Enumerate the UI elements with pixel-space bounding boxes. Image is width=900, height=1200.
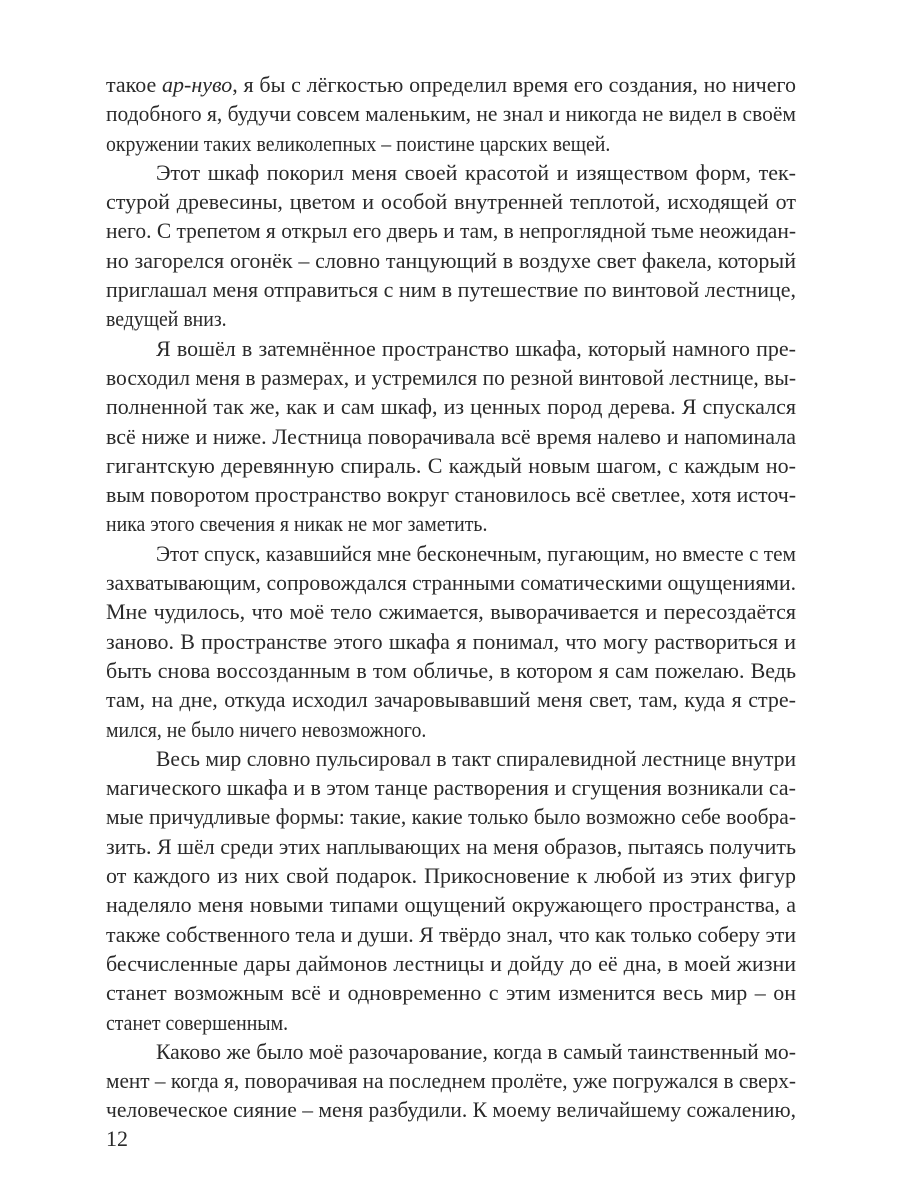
- text-line: [106, 715, 796, 744]
- text-line-content: него. С трепетом я открыл его дверь и там, в непроглядной тьме неожидан-: [106, 218, 796, 244]
- text-line-content: наделяло меня новыми типами ощущений окружающего пространства, а: [106, 892, 796, 918]
- text-line: [106, 773, 796, 802]
- text-line-content: человеческое сияние – меня разбудили. К моему величайшему сожалению,: [106, 1097, 796, 1123]
- text-line-content: гигантскую деревянную спираль. С каждый новым шагом, с каждым но-: [106, 452, 796, 478]
- text-line-content: Этот шкаф покорил меня своей красотой и изяществом форм, тек-: [156, 159, 796, 185]
- text-line-content: ника этого свечения я никак не мог заметить.: [106, 511, 488, 537]
- text-line: [106, 920, 796, 949]
- text-line-content: всё ниже и ниже. Лестница поворачивала всё время налево и напоминала: [106, 423, 796, 449]
- text-line: [106, 656, 796, 685]
- text-line: [106, 949, 796, 978]
- text-line: [106, 685, 796, 714]
- text-line: [106, 1008, 796, 1037]
- text-line-content: мые причудливые формы: такие, какие только было возможно себе вообра-: [106, 804, 796, 830]
- text-line-content: мился, не было ничего невозможного.: [106, 716, 427, 742]
- text-line: [106, 1066, 796, 1095]
- text-segment: такое: [106, 72, 162, 97]
- text-line: [106, 861, 796, 890]
- text-line-content: Я вошёл в затемнённое пространство шкафа, который намного пре-: [156, 335, 796, 361]
- text-line: [106, 627, 796, 656]
- text-line: [106, 392, 796, 421]
- text-line: [106, 451, 796, 480]
- text-line-content: [106, 70, 796, 99]
- text-line-content: захватывающим, сопровождался странными соматическими ощущениями.: [106, 570, 796, 596]
- page-number: 12: [106, 1126, 128, 1151]
- text-line-content: магического шкафа и в этом танце растворения и сгущения возникали са-: [106, 775, 796, 801]
- text-line-content: мент – когда я, поворачивая на последнем пролёте, уже погружался в сверх-: [106, 1068, 796, 1094]
- text-line-content: Весь мир словно пульсировал в такт спиралевидной лестнице внутри: [156, 745, 796, 771]
- text-line: [106, 334, 796, 363]
- text-line: [106, 597, 796, 626]
- text-line: [106, 1037, 796, 1066]
- text-line-content: бесчисленные дары даймонов лестницы и дойду до её дна, в моей жизни: [106, 950, 796, 976]
- text-segment: , я бы с лёгкостью определил время его создания, но ничего: [232, 72, 796, 97]
- text-line: [106, 216, 796, 245]
- text-line-content: Мне чудилось, что моё тело сжимается, выворачивается и пересоздаётся: [106, 599, 796, 625]
- text-line-content: вым поворотом пространство вокруг становилось всё светлее, хотя источ-: [106, 482, 796, 508]
- text-line-content: станет совершенным.: [106, 1009, 289, 1035]
- text-line: [106, 70, 796, 99]
- text-line-content: приглашал меня отправиться с ним в путешествие по винтовой лестнице,: [106, 277, 796, 303]
- text-line-content: полненной так же, как и сам шкаф, из ценных пород дерева. Я спускался: [106, 394, 796, 420]
- text-line-content: от каждого из них свой подарок. Прикосновение к любой из этих фигур: [106, 863, 796, 889]
- text-line-content: зить. Я шёл среди этих наплывающих на меня образов, пытаясь получить: [106, 833, 796, 859]
- text-line: [106, 363, 796, 392]
- text-line-content: Каково же было моё разочарование, когда в самый таинственный мо-: [156, 1038, 796, 1064]
- page-body: [106, 70, 796, 1125]
- text-line-content: окружении таких великолепных – поистине царских вещей.: [106, 130, 611, 156]
- text-line: [106, 802, 796, 831]
- text-line: [106, 246, 796, 275]
- text-line-content: заново. В пространстве этого шкафа я понимал, что могу раствориться и: [106, 628, 796, 654]
- text-line: [106, 509, 796, 538]
- italic-term: ар-нуво: [162, 72, 233, 97]
- text-line-content: также собственного тела и души. Я твёрдо знал, что как только соберу эти: [106, 921, 796, 947]
- text-line-content: станет возможным всё и одновременно с этим изменится весь мир – он: [106, 980, 796, 1006]
- text-line: [106, 978, 796, 1007]
- text-line: [106, 832, 796, 861]
- text-line-content: стурой древесины, цветом и особой внутренней теплотой, исходящей от: [106, 189, 796, 215]
- text-line: [106, 187, 796, 216]
- text-line: [106, 129, 796, 158]
- text-line: [106, 158, 796, 187]
- text-line-content: подобного я, будучи совсем маленьким, не знал и никогда не видел в своём: [106, 101, 796, 127]
- text-line: [106, 275, 796, 304]
- text-line-content: быть снова воссозданным в том обличье, в котором я сам пожелаю. Ведь: [106, 657, 796, 683]
- text-line-content: там, на дне, откуда исходил зачаровывавший меня свет, там, куда я стре-: [106, 687, 796, 713]
- text-line: [106, 304, 796, 333]
- text-line-content: восходил меня в размерах, и устремился по резной винтовой лестнице, вы-: [106, 364, 796, 390]
- text-line: [106, 99, 796, 128]
- text-line: [106, 744, 796, 773]
- text-line-content: ведущей вниз.: [106, 306, 227, 332]
- text-line: [106, 480, 796, 509]
- text-line-content: Этот спуск, казавшийся мне бесконечным, пугающим, но вместе с тем: [156, 540, 796, 566]
- text-line: [106, 1095, 796, 1124]
- text-line-content: но загорелся огонёк – словно танцующий в воздухе свет факела, который: [106, 247, 796, 273]
- text-line: [106, 539, 796, 568]
- text-line: [106, 422, 796, 451]
- text-line: [106, 890, 796, 919]
- text-line: [106, 568, 796, 597]
